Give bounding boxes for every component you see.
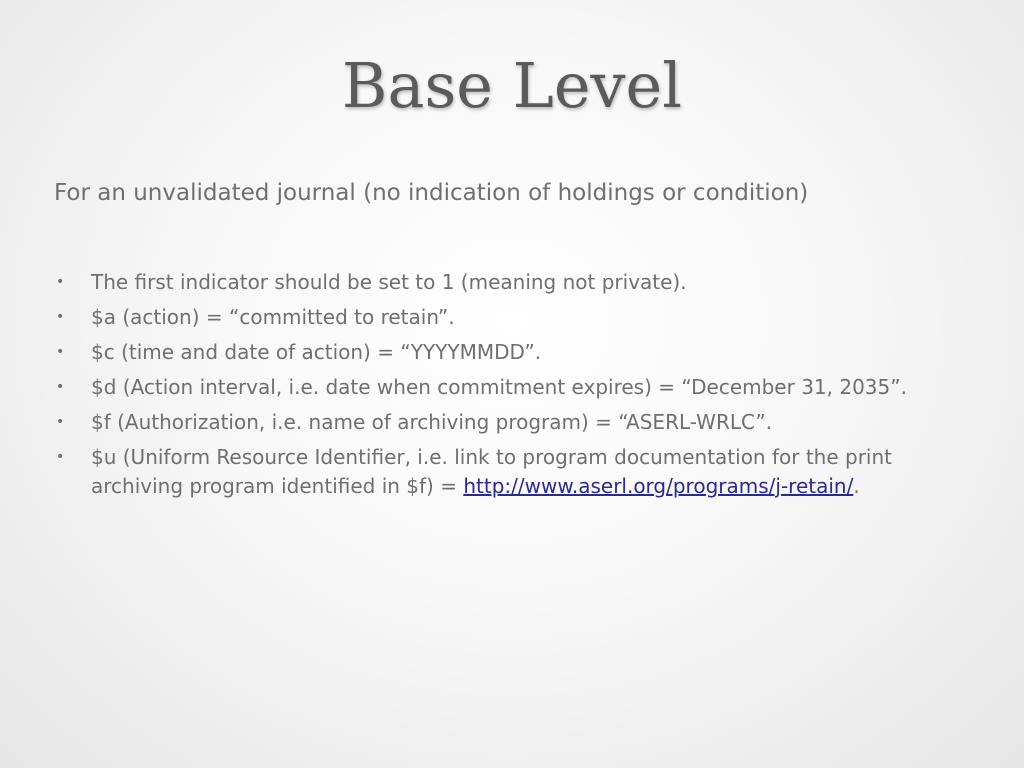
bullet-text: $a (action) = “committed to retain”. (91, 305, 455, 329)
bullet-text: $u (Uniform Resource Identifier, i.e. link to program documentation for the print archiving program identified in $f) = (91, 445, 892, 498)
bullet-text: $f (Authorization, i.e. name of archiving program) = “ASERL-WRLC”. (91, 410, 773, 434)
bullet-text: $d (Action interval, i.e. date when commitment expires) = “December 31, 2035”. (91, 375, 907, 399)
bullet-text: $c (time and date of action) = “YYYYMMDD”. (91, 340, 542, 364)
bullet-icon: • (56, 379, 65, 395)
bullet-icon: • (56, 449, 65, 465)
bullet-item (54, 303, 964, 332)
bullet-icon: • (56, 274, 65, 290)
bullet-trailing-period: . (853, 474, 860, 498)
program-documentation-link[interactable]: http://www.aserl.org/programs/j-retain/ (463, 474, 854, 498)
bullet-item (54, 443, 964, 501)
bullet-icon: • (56, 344, 65, 360)
bullet-item (54, 408, 964, 437)
bullet-text: The first indicator should be set to 1 (meaning not private). (91, 270, 687, 294)
bullet-icon: • (56, 414, 65, 430)
bullet-item (54, 373, 964, 402)
slide-title: Base Level (341, 49, 683, 122)
bullet-icon: • (56, 309, 65, 325)
bullet-item (54, 338, 964, 367)
bullet-list (54, 268, 964, 507)
intro-text: For an unvalidated journal (no indication of holdings or condition) (54, 180, 809, 206)
bullet-item (54, 268, 964, 297)
